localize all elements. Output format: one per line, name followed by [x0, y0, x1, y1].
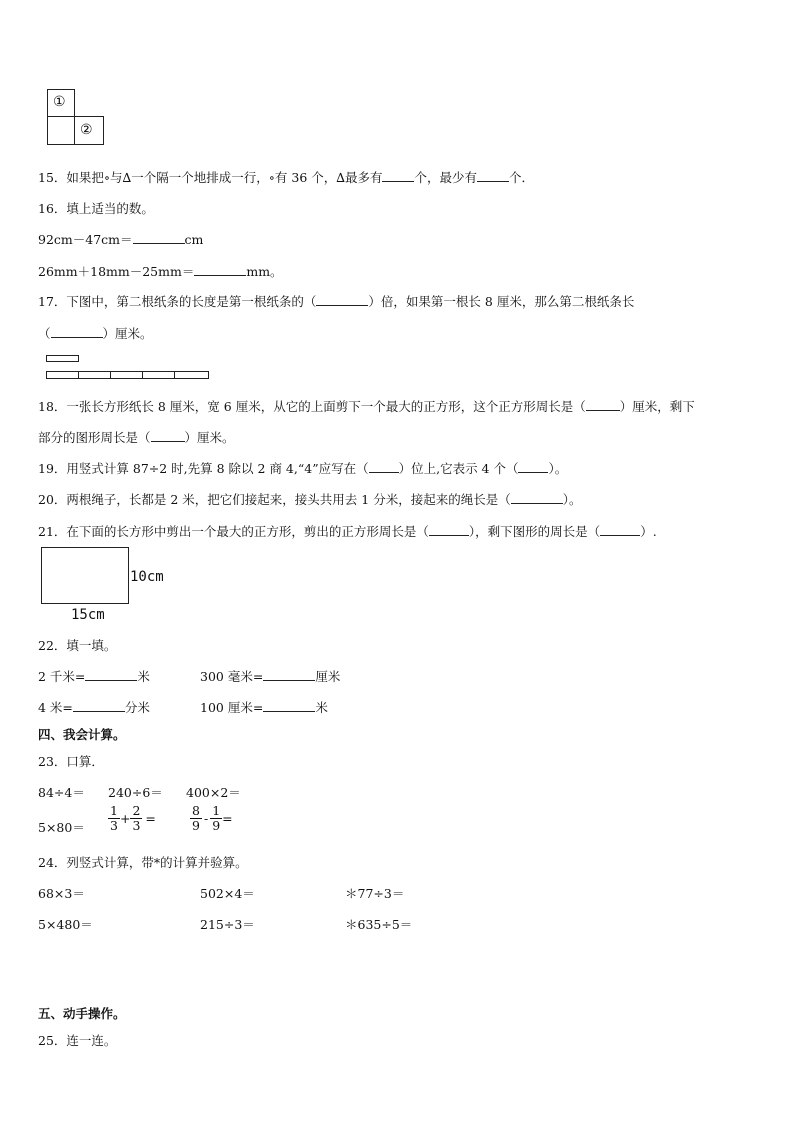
square-cell-1 — [47, 89, 75, 117]
section-4-heading: 四、我会计算。 — [38, 727, 126, 742]
answer-blank[interactable] — [316, 293, 368, 306]
q22-unit: 米 — [137, 669, 150, 684]
rectangle-figure — [41, 547, 129, 604]
q23-fraction-expr-1 — [108, 804, 156, 833]
question-25: 25．连一连。 — [38, 1033, 117, 1048]
fraction — [108, 804, 120, 833]
question-16-line-1 — [38, 230, 203, 248]
equals-sign: = — [145, 811, 156, 826]
answer-blank[interactable] — [429, 523, 469, 536]
strip-segment — [46, 371, 79, 379]
fraction — [190, 804, 202, 833]
q19-text-1: 19．用竖式计算 87÷2 时,先算 8 除以 2 商 4,“4”应写在（ — [38, 461, 369, 476]
q23-expr-2: 240÷6＝ — [108, 785, 163, 800]
strip-segment — [174, 371, 209, 379]
q22-text: 300 毫米= — [200, 669, 264, 684]
paper-strip-1 — [46, 355, 79, 362]
answer-blank[interactable] — [51, 325, 103, 338]
question-23-title: 23．口算． — [38, 754, 104, 769]
answer-blank[interactable] — [263, 668, 315, 681]
question-16-title: 16．填上适当的数。 — [38, 201, 154, 216]
question-16-line-2 — [38, 262, 283, 280]
question-22-title: 22．填一填。 — [38, 638, 117, 653]
equals-sign: = — [222, 811, 233, 826]
question-20 — [38, 490, 581, 508]
square-cell-2 — [74, 116, 104, 145]
question-21 — [38, 522, 657, 540]
answer-blank[interactable] — [511, 491, 563, 504]
rectangle-side-label: 10cm — [130, 569, 164, 585]
q18-text-3: 部分的图形周长是（ — [38, 430, 151, 445]
q15-text-3: 个． — [509, 170, 535, 185]
strip-segment — [110, 371, 143, 379]
q16-unit-1: cm — [184, 232, 204, 247]
operator: - — [203, 811, 209, 826]
q23-expr-1: 84÷4＝ — [38, 785, 85, 800]
cell-2-label: ② — [80, 122, 93, 138]
q24-expr-4: 5×480＝ — [38, 917, 93, 932]
answer-blank[interactable] — [382, 169, 414, 182]
strip-segment — [78, 371, 111, 379]
q23-expr-3: 400×2＝ — [186, 785, 241, 800]
question-18-line-2 — [38, 428, 235, 446]
q24-expr-3: ＊77÷3＝ — [345, 886, 405, 901]
q22-unit: 厘米 — [315, 669, 341, 684]
answer-blank[interactable] — [586, 398, 620, 411]
numerator: 1 — [110, 803, 118, 818]
q17-text-1: 17．下图中，第二根纸条的长度是第一根纸条的（ — [38, 294, 317, 309]
q22-text: 4 米= — [38, 700, 73, 715]
q18-text-2: ）厘米，剩下 — [619, 399, 695, 414]
denominator: 3 — [110, 818, 118, 833]
section-5-heading: 五、动手操作。 — [38, 1006, 126, 1021]
question-15 — [38, 168, 534, 186]
q22-text: 100 厘米= — [200, 700, 264, 715]
numerator: 1 — [212, 803, 221, 818]
q22-unit: 米 — [315, 700, 328, 715]
q22-item-1 — [38, 667, 150, 685]
q24-expr-5: 215÷3＝ — [200, 917, 255, 932]
q22-unit: 分米 — [124, 700, 150, 715]
answer-blank[interactable] — [369, 460, 399, 473]
answer-blank[interactable] — [263, 699, 315, 712]
answer-blank[interactable] — [194, 263, 246, 276]
q24-expr-6: ＊635÷5＝ — [345, 917, 413, 932]
q20-text-1: 20．两根绳子，长都是 2 米，把它们接起来，接头共用去 1 分米，接起来的绳长是（ — [38, 492, 511, 507]
answer-blank[interactable] — [600, 523, 640, 536]
cell-1-label: ① — [53, 94, 66, 110]
q23-expr-4: 5×80＝ — [38, 820, 85, 835]
q19-text-3: ）。 — [548, 461, 568, 476]
rectangle-bottom-label: 15cm — [71, 607, 105, 623]
answer-blank[interactable] — [151, 429, 185, 442]
q21-text-3: ）. — [640, 524, 657, 539]
q21-text-2: ），剩下图形的周长是（ — [468, 524, 601, 539]
q16-unit-2: mm。 — [246, 264, 283, 279]
answer-blank[interactable] — [518, 460, 548, 473]
question-18-line-1 — [38, 397, 695, 415]
q15-text-1: 15．如果把∘与∆一个隔一个地排成一行，∘有 36 个，∆最多有 — [38, 170, 383, 185]
square-cell-empty — [47, 116, 75, 145]
question-24-title: 24．列竖式计算，带*的计算并验算。 — [38, 855, 248, 870]
numerator: 8 — [192, 803, 200, 818]
strip-segment — [142, 371, 175, 379]
q18-text-1: 18．一张长方形纸长 8 厘米，宽 6 厘米，从它的上面剪下一个最大的正方形，这个正方形周长是（ — [38, 399, 586, 414]
operator: + — [119, 811, 131, 826]
answer-blank[interactable] — [85, 668, 137, 681]
q24-expr-2: 502×4＝ — [200, 886, 255, 901]
answer-blank[interactable] — [477, 169, 509, 182]
q21-text-1: 21．在下面的长方形中剪出一个最大的正方形，剪出的正方形周长是（ — [38, 524, 429, 539]
q22-item-2 — [200, 667, 340, 685]
denominator: 9 — [192, 818, 200, 833]
question-17-line-1 — [38, 292, 634, 310]
numerator: 2 — [132, 803, 141, 818]
q16-expr-2: 26mm＋18mm－25mm＝ — [38, 264, 195, 279]
q16-expr-1: 92cm－47cm＝ — [38, 232, 133, 247]
q15-text-2: 个，最少有 — [414, 170, 477, 185]
q18-text-4: ）厘米。 — [184, 430, 235, 445]
q22-item-3 — [38, 698, 150, 716]
question-17-line-2 — [38, 324, 153, 342]
q19-text-2: ）位上,它表示 4 个（ — [398, 461, 519, 476]
denominator: 9 — [212, 818, 221, 833]
fraction — [210, 804, 222, 833]
answer-blank[interactable] — [73, 699, 125, 712]
q17-text-3: （ — [38, 326, 51, 341]
q24-expr-1: 68×3＝ — [38, 886, 85, 901]
q22-text: 2 千米= — [38, 669, 86, 684]
denominator: 3 — [132, 818, 141, 833]
fraction — [130, 804, 142, 833]
q22-item-4 — [200, 698, 328, 716]
q17-text-4: ）厘米。 — [102, 326, 153, 341]
answer-blank[interactable] — [133, 231, 185, 244]
question-19 — [38, 459, 567, 477]
q17-text-2: ）倍，如果第一根长 8 厘米，那么第二根纸条长 — [368, 294, 635, 309]
q20-text-2: ）。 — [562, 492, 582, 507]
q23-fraction-expr-2 — [190, 804, 233, 833]
